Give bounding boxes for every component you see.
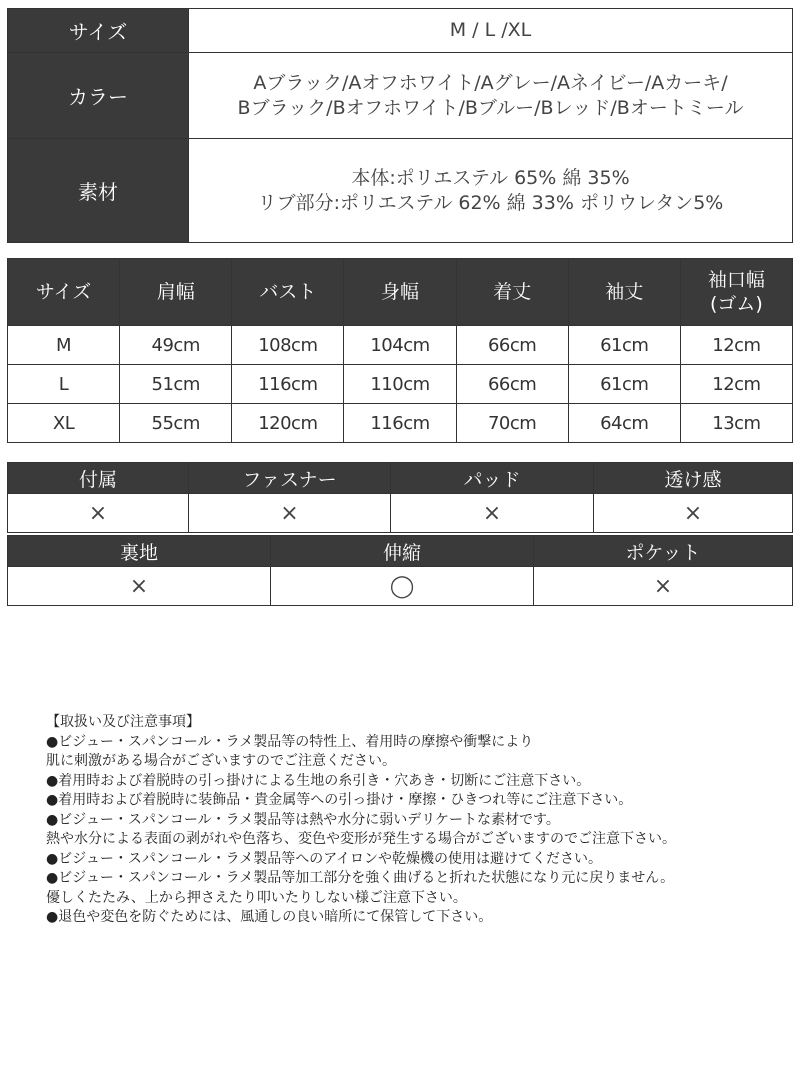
size-cell: 66cm	[456, 365, 568, 404]
size-cell: 108cm	[232, 326, 344, 365]
notes-title: 【取扱い及び注意事項】	[46, 714, 200, 730]
table-row	[8, 365, 793, 404]
size-cell: M	[8, 326, 120, 365]
size-cell: 55cm	[120, 404, 232, 443]
feature-header: 透け感	[594, 463, 793, 494]
size-header-row	[8, 259, 793, 326]
size-cell: 61cm	[568, 365, 680, 404]
spec-label: 素材	[8, 139, 189, 243]
size-cell: 104cm	[344, 326, 456, 365]
size-cell: 12cm	[680, 326, 792, 365]
features-value-row	[8, 494, 793, 533]
size-header: 着丈	[456, 259, 568, 326]
feature-header: 伸縮	[271, 536, 534, 567]
table-row	[8, 404, 793, 443]
size-cell: XL	[8, 404, 120, 443]
notes-line: 熱や水分による表面の剥がれや色落ち、変色や変形が発生する場合がございますのでご注意下さい。	[46, 831, 676, 847]
spec-line: Bブラック/Bオフホワイト/Bブルー/Bレッド/Bオートミール	[237, 96, 744, 119]
spec-row-size	[8, 9, 793, 53]
size-cell: 110cm	[344, 365, 456, 404]
feature-value: ×	[534, 567, 793, 606]
spec-row-color	[8, 53, 793, 139]
size-header: バスト	[232, 259, 344, 326]
features-table-1	[7, 462, 793, 533]
size-cell: 51cm	[120, 365, 232, 404]
size-header: 肩幅	[120, 259, 232, 326]
feature-header: ファスナー	[189, 463, 391, 494]
spec-line: 本体:ポリエステル 65% 綿 35%	[351, 166, 630, 189]
size-cell: 64cm	[568, 404, 680, 443]
spec-value	[189, 53, 793, 139]
size-cell: 120cm	[232, 404, 344, 443]
size-cell: 66cm	[456, 326, 568, 365]
size-header-line: 袖口幅	[707, 269, 765, 291]
spec-label: サイズ	[8, 9, 189, 53]
features-header-row	[8, 536, 793, 567]
size-header: 袖丈	[568, 259, 680, 326]
size-header-line: (ゴム)	[710, 293, 763, 315]
spec-line: M / L /XL	[449, 19, 532, 41]
feature-value: ×	[8, 494, 189, 533]
feature-header: 付属	[8, 463, 189, 494]
notes-line: ●ビジュー・スパンコール・ラメ製品等の特性上、着用時の摩擦や衝撃により	[46, 733, 534, 750]
size-cell: 116cm	[344, 404, 456, 443]
notes-line: ●着用時および着脱時に装飾品・貴金属等への引っ掛け・摩擦・ひきつれ等にご注意下さい。	[46, 792, 633, 808]
features-value-row	[8, 567, 793, 606]
notes-line: ●ビジュー・スパンコール・ラメ製品等へのアイロンや乾燥機の使用は避けてください。	[46, 850, 602, 867]
spec-line: Aブラック/Aオフホワイト/Aグレー/Aネイビー/Aカーキ/	[253, 71, 728, 94]
size-header	[680, 259, 792, 326]
features-table-2	[7, 535, 793, 606]
size-header: 身幅	[344, 259, 456, 326]
size-header: サイズ	[8, 259, 120, 326]
notes-line: ●着用時および着脱時の引っ掛けによる生地の糸引き・穴あき・切断にご注意下さい。	[46, 772, 591, 789]
notes-line: 肌に刺激がある場合がございますのでご注意ください。	[46, 753, 396, 769]
size-cell: 61cm	[568, 326, 680, 365]
notes-line: ●ビジュー・スパンコール・ラメ製品等加工部分を強く曲げると折れた状態になり元に戻りません。	[46, 870, 675, 886]
size-cell: 116cm	[232, 365, 344, 404]
spec-row-material	[8, 139, 793, 243]
spec-value	[189, 139, 793, 243]
care-notes	[46, 713, 776, 928]
notes-line: 優しくたたみ、上から押さえたり叩いたりしない様ご注意下さい。	[46, 889, 467, 906]
spec-table	[7, 8, 793, 243]
feature-header: ポケット	[534, 536, 793, 567]
spec-value	[189, 9, 793, 53]
feature-value: ×	[594, 494, 793, 533]
spec-label: カラー	[8, 53, 189, 139]
size-cell: 70cm	[456, 404, 568, 443]
feature-header: 裏地	[8, 536, 271, 567]
size-cell: 49cm	[120, 326, 232, 365]
table-row	[8, 326, 793, 365]
size-cell: 12cm	[680, 365, 792, 404]
feature-value: ×	[8, 567, 271, 606]
feature-value: ◯	[271, 567, 534, 606]
feature-header: パッド	[391, 463, 594, 494]
feature-value: ×	[391, 494, 594, 533]
spec-line: リブ部分:ポリエステル 62% 綿 33% ポリウレタン5%	[257, 191, 724, 214]
size-cell: L	[8, 365, 120, 404]
size-table	[7, 258, 793, 443]
notes-line: ●ビジュー・スパンコール・ラメ製品等は熱や水分に弱いデリケートな素材です。	[46, 811, 560, 828]
features-header-row	[8, 463, 793, 494]
feature-value: ×	[189, 494, 391, 533]
notes-line: ●退色や変色を防ぐためには、風通しの良い暗所にて保管して下さい。	[46, 909, 493, 925]
size-cell: 13cm	[680, 404, 792, 443]
